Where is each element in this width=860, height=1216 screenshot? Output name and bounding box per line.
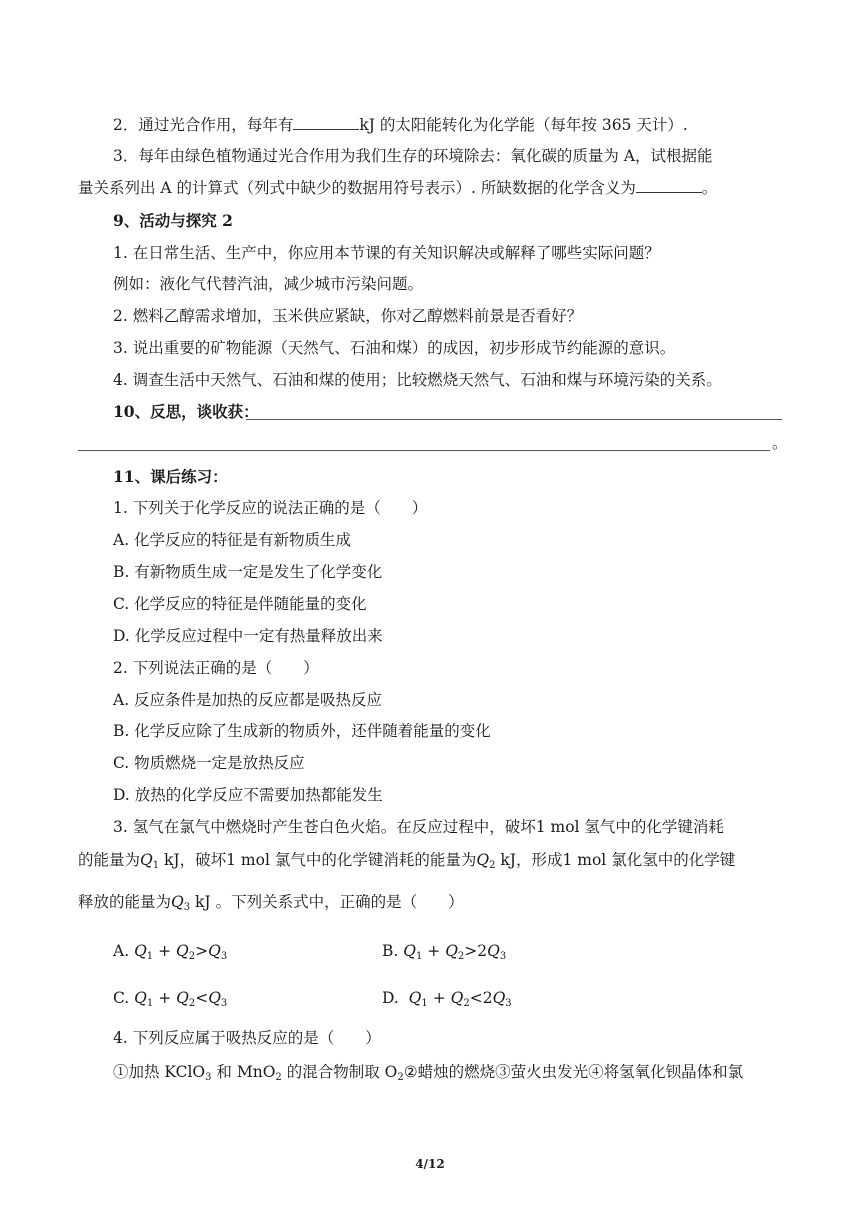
question-2-option-a: A. 反应条件是加热的反应都是吸热反应 — [113, 691, 383, 709]
question-2-option-c: C. 物质燃烧一定是放热反应 — [113, 754, 305, 772]
activity-item-1: 1. 在日常生活、生产中，你应用本节课的有关知识解决或解释了哪些实际问题？ — [113, 244, 660, 262]
q2-symbol: $Q_2$ — [476, 851, 496, 871]
question-2-stem: 2. 下列说法正确的是（ ） — [113, 659, 319, 677]
text: 2．通过光合作用，每年有 — [113, 116, 294, 134]
section-9-heading: 9、活动与探究 2 — [113, 211, 233, 230]
question-1-option-a: A. 化学反应的特征是有新物质生成 — [113, 531, 352, 549]
question-3-line-3 — [78, 891, 788, 919]
question-8-3-cont — [78, 177, 788, 199]
section-11-heading: 11、课后练习： — [113, 467, 228, 486]
question-3-line-1: 3. 氢气在氯气中燃烧时产生苍白色火焰。在反应过程中，破坏1 mol 氢气中的化学键消耗 — [113, 818, 724, 836]
activity-item-4: 4. 调查生活中天然气、石油和煤的使用；比较燃烧天然气、石油和煤与环境污染的关系。 — [113, 371, 722, 389]
q3-symbol: $Q_3$ — [171, 893, 191, 913]
question-2-option-d: D. 放热的化学反应不需要加热都能发生 — [113, 786, 383, 804]
question-3-option-a: A. $Q_1 + Q_2>Q_3$ — [113, 942, 228, 962]
question-3-option-b: B. $Q_1 + Q_2>2Q_3$ — [382, 942, 507, 962]
question-4-stem: 4. 下列反应属于吸热反应的是（ ） — [113, 1029, 381, 1047]
text: 。 — [701, 179, 718, 197]
text: kJ 的太阳能转化为化学能（每年按 365 天计）. — [359, 116, 688, 134]
reflection-line-2 — [78, 450, 770, 451]
reflection-line-1 — [246, 419, 782, 420]
text: 量关系列出 A 的计算式（列式中缺少的数据用符号表示）. 所缺数据的化学含义为 — [78, 179, 636, 197]
question-8-3: 3．每年由绿色植物通过光合作用为我们生存的环境除去：氧化碳的质量为 A，试根据能 — [113, 147, 713, 165]
text: 的能量为 — [78, 851, 141, 869]
page-number: 4/12 — [415, 1157, 445, 1171]
answer-blank — [636, 178, 702, 193]
text: 释放的能量为 — [78, 893, 172, 911]
question-8-2 — [113, 114, 823, 136]
end-mark: 。 — [772, 434, 788, 452]
question-2-option-b: B. 化学反应除了生成新的物质外，还伴随着能量的变化 — [113, 722, 491, 740]
question-4-line-2: ①加热 KClO$_3$ 和 MnO$_2$ 的混合物制取 $O_2②$蜡烛的燃烧③萤火虫发光④将氢氧化钡晶体和氯 — [113, 1063, 744, 1083]
section-10-heading: 10、反思，谈收获： — [113, 402, 259, 421]
question-1-option-c: C. 化学反应的特征是伴随能量的变化 — [113, 595, 367, 613]
q1-symbol: $Q_1$ — [140, 851, 160, 871]
activity-item-2: 2. 燃料乙醇需求增加，玉米供应紧缺，你对乙醇燃料前景是否看好？ — [113, 307, 583, 325]
question-1-option-b: B. 有新物质生成一定是发生了化学变化 — [113, 563, 383, 581]
text: kJ，形成1 mol 氯化氢中的化学键 — [495, 851, 736, 869]
question-3-option-d: D. $Q_1 + Q_2<2Q_3$ — [382, 989, 512, 1009]
activity-example: 例如：液化气代替汽油，减少城市污染问题。 — [113, 275, 424, 293]
question-1-option-d: D. 化学反应过程中一定有热量释放出来 — [113, 627, 383, 645]
question-3-line-2 — [78, 849, 788, 877]
answer-blank — [293, 115, 359, 130]
activity-item-3: 3. 说出重要的矿物能源（天然气、石油和煤）的成因，初步形成节约能源的意识。 — [113, 339, 676, 357]
question-1-stem: 1. 下列关于化学反应的说法正确的是（ ） — [113, 499, 428, 517]
question-3-option-c: C. $Q_1 + Q_2<Q_3$ — [113, 989, 228, 1009]
text: kJ，破坏1 mol 氯气中的化学键消耗的能量为 — [159, 851, 477, 869]
text: kJ 。下列关系式中，正确的是（ ） — [190, 893, 464, 911]
